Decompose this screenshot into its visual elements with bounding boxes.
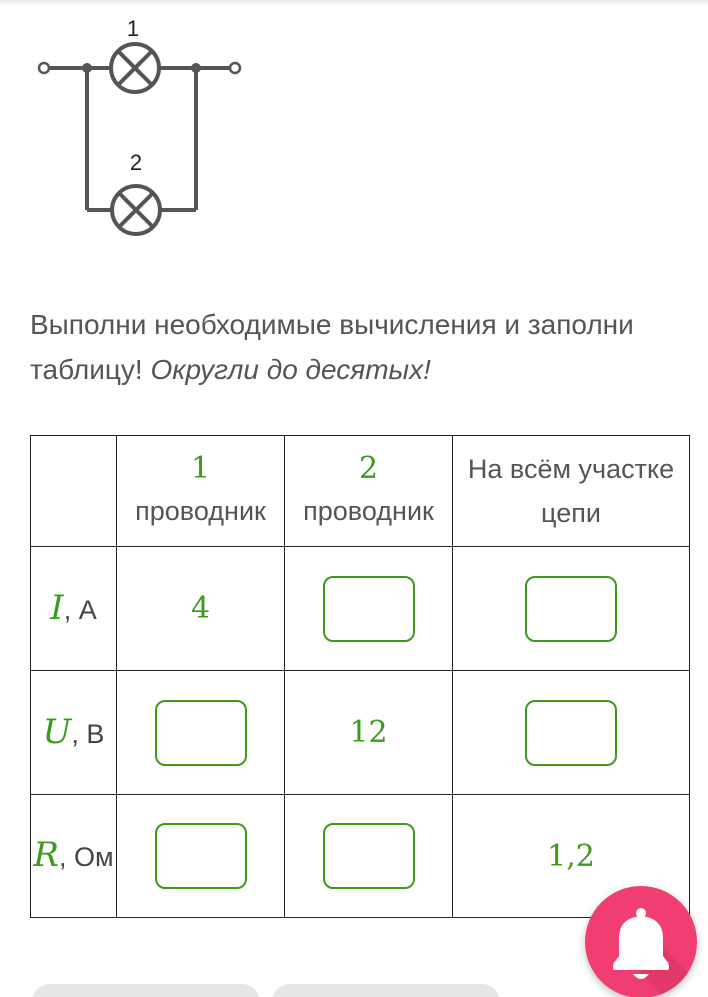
table-header-row xyxy=(31,436,690,547)
given-value: 12 xyxy=(349,715,388,750)
given-value: 4 xyxy=(190,591,211,626)
cell-current-2 xyxy=(285,547,453,671)
table-row-current xyxy=(31,547,690,671)
row-symbol: R xyxy=(33,835,60,875)
cell-resistance-2 xyxy=(285,795,453,918)
task-emphasis: Округли до десятых! xyxy=(150,354,431,385)
left-junction xyxy=(82,63,92,73)
cell-voltage-1 xyxy=(117,671,285,795)
lamp-1-label: 1 xyxy=(126,16,140,41)
notification-bell-button[interactable] xyxy=(585,886,697,997)
corner-cell xyxy=(31,436,117,547)
column-header-conductor-1 xyxy=(117,436,285,547)
row-header-current xyxy=(31,547,117,671)
row-header-resistance xyxy=(31,795,117,918)
answer-input-current-total[interactable] xyxy=(525,576,617,642)
row-symbol: I xyxy=(50,587,64,628)
answer-input-voltage-total[interactable] xyxy=(525,700,617,766)
cell-voltage-2 xyxy=(285,671,453,795)
right-junction xyxy=(191,63,201,73)
row-unit: , А xyxy=(63,594,97,625)
column-header-whole-circuit xyxy=(453,436,690,547)
left-terminal xyxy=(39,63,49,73)
lamp-1-icon xyxy=(111,44,159,92)
row-unit: , Ом xyxy=(59,842,114,872)
answer-input-resistance-2[interactable] xyxy=(323,823,415,889)
column-header-conductor-2 xyxy=(285,436,453,547)
task-instruction xyxy=(30,302,690,392)
cell-current-total xyxy=(453,547,690,671)
lamp-2-label: 2 xyxy=(129,150,143,175)
column-number: 2 xyxy=(358,451,379,486)
bottom-button-2[interactable] xyxy=(272,984,500,997)
row-header-voltage xyxy=(31,671,117,795)
answer-input-current-2[interactable] xyxy=(323,576,415,642)
bottom-button-1[interactable] xyxy=(32,984,260,997)
task-text: Выполни необходимые вычисления и заполни таблицу! xyxy=(30,309,634,385)
table-row-voltage xyxy=(31,671,690,795)
cell-resistance-1 xyxy=(117,795,285,918)
given-value: 1,2 xyxy=(547,838,595,874)
right-terminal xyxy=(230,63,240,73)
column-number: 1 xyxy=(190,451,211,486)
top-shadow xyxy=(0,0,708,6)
column-label: проводник xyxy=(303,496,434,526)
answer-input-resistance-1[interactable] xyxy=(155,823,247,889)
answer-input-voltage-1[interactable] xyxy=(155,700,247,766)
bell-icon xyxy=(585,886,697,997)
column-label: На всём участке цепи xyxy=(467,454,675,528)
cell-voltage-total xyxy=(453,671,690,795)
column-label: проводник xyxy=(135,496,266,526)
row-symbol: U xyxy=(42,711,72,752)
parallel-circuit-diagram xyxy=(30,10,260,250)
calculation-table xyxy=(30,435,690,918)
row-unit: , В xyxy=(71,718,105,749)
lamp-2-icon xyxy=(112,186,160,234)
cell-current-1 xyxy=(117,547,285,671)
